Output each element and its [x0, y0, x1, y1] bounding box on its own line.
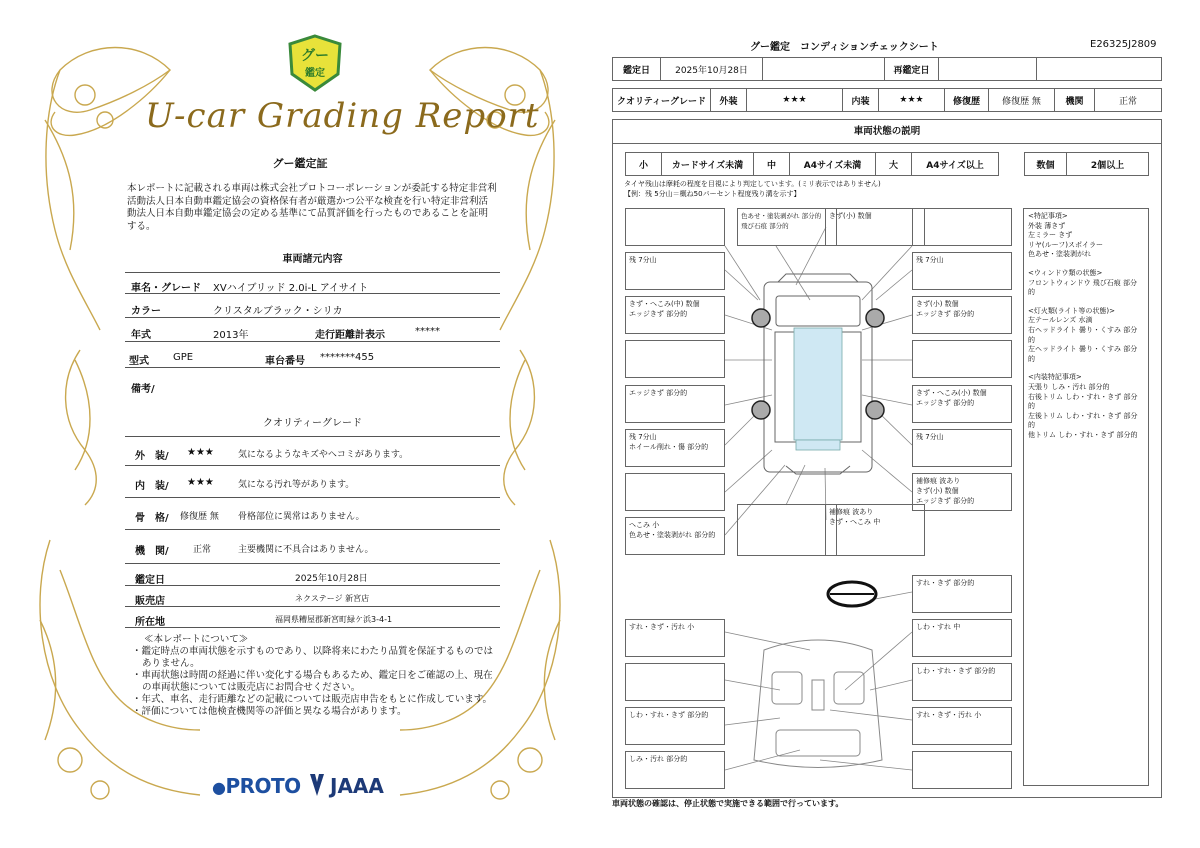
- spec-gap: [1028, 364, 1144, 373]
- engine-label: 機 関/: [135, 546, 169, 557]
- address-label: 所在地: [135, 617, 165, 628]
- damage-box: きず・へこみ(中) 数個 エッジきず 部分的: [625, 296, 725, 334]
- interior-box: すれ・きず・汚れ 小: [912, 707, 1012, 745]
- row-interior: [125, 466, 500, 498]
- interior-text: 気になる汚れ等があります。: [238, 480, 355, 490]
- model-label: 型式: [129, 356, 149, 367]
- engine-value: 正常: [193, 545, 212, 555]
- damage-box: [737, 504, 837, 556]
- exterior-text: 気になるようなキズやヘコミがあります。: [238, 450, 409, 460]
- spec-line: 左ミラー きず: [1028, 231, 1073, 240]
- report-notes: [130, 634, 500, 718]
- sheet-code: E26325J2809: [1090, 39, 1157, 50]
- row-year: [125, 320, 500, 342]
- quality-grade-title: クオリティーグレード: [263, 418, 362, 429]
- note-item: ・鑑定時点の車両状態を示すものであり、以降将来にわたり品質を保証するものではありません。: [132, 646, 494, 669]
- mileage-label: 走行距離計表示: [315, 330, 385, 341]
- tire-note-line: タイヤ残山は摩耗の程度を目視により判定しています。(ミリ表示ではありません): [624, 180, 881, 188]
- spec-line: <灯火類(ライト等の状態)>: [1028, 306, 1115, 315]
- damage-box: 補修痕 波あり きず・へこみ 中: [825, 504, 925, 556]
- damage-box: [912, 208, 1012, 246]
- sheet-title: グー鑑定 コンディションチェックシート: [750, 42, 939, 53]
- row-model: [125, 346, 500, 368]
- note-item: ・車両状態は時間の経過に伴い変化する場合もあるため、鑑定日をご確認の上、現在の車両状態については販売店にお問合せください。: [132, 670, 493, 693]
- interior-stars: ★★★: [187, 477, 214, 488]
- interior-box: しわ・すれ 中: [912, 619, 1012, 657]
- engine-text: 主要機関に不具合はありません。: [238, 545, 374, 555]
- interior-box: [625, 663, 725, 701]
- special-notes-panel: [1023, 208, 1149, 786]
- note-item: ・評価については他検査機関等の評価と異なる場合があります。: [132, 706, 407, 717]
- tire-box: 残 7分山 ホイール削れ・傷 部分的: [625, 429, 725, 467]
- size-mid-desc: A4サイズ未満: [790, 153, 876, 175]
- jaaa-emblem-icon: [308, 772, 326, 798]
- count-label: 数個: [1025, 153, 1067, 175]
- note-item: ・年式、車名、走行距離などの記載については販売店申告をもとに作成しています。: [132, 694, 493, 705]
- mileage-value: *****: [415, 326, 440, 337]
- damage-box: [625, 340, 725, 378]
- interior-stars: ★★★: [879, 89, 945, 111]
- name-value: XVハイブリッド 2.0i-L アイサイト: [213, 283, 369, 294]
- exterior-label: 外 装/: [135, 451, 169, 462]
- damage-box: 色あせ・塗装剥がれ 部分的 飛び石痕 部分的: [737, 208, 837, 246]
- count-desc: 2個以上: [1090, 160, 1125, 171]
- model-value: GPE: [173, 352, 194, 363]
- exterior-label: 外装: [711, 89, 747, 111]
- damage-box: [912, 340, 1012, 378]
- row-name-grade: [125, 272, 500, 294]
- svg-text:グー: グー: [301, 48, 329, 64]
- frame-value: 修復歴 無: [180, 512, 219, 522]
- sheet-footer: 車両状態の確認は、停止状態で実施できる範囲で行っています。: [612, 799, 844, 808]
- size-large-label: 大: [876, 153, 912, 175]
- appraisal-date-label: 鑑定日: [135, 575, 165, 586]
- interior-box: すれ・きず 部分的: [912, 575, 1012, 613]
- spec-line: <内装特記事項>: [1028, 373, 1082, 382]
- interior-box: すれ・きず・汚れ 小: [625, 619, 725, 657]
- interior-label: 内 装/: [135, 481, 169, 492]
- year-label: 年式: [131, 330, 151, 341]
- appraisal-date-value: 2025年10月28日: [295, 574, 368, 584]
- tire-box: 残 7分山: [912, 429, 1012, 467]
- spec-line: 色あせ・塗装剥がれ: [1028, 250, 1091, 259]
- damage-box: エッジきず 部分的: [625, 385, 725, 423]
- size-mid-label: 中: [754, 153, 790, 175]
- reappraisal-label: 再鑑定日: [885, 58, 939, 80]
- row-engine: [125, 530, 500, 564]
- repair-label: 修復歴: [945, 89, 989, 111]
- repair-value: 修復歴 無: [989, 89, 1055, 111]
- goo-appraisal-badge-icon: [286, 34, 344, 92]
- spec-line: フロントウィンドウ 飛び石痕 部分的: [1028, 278, 1138, 297]
- spec-line: 他トリム しわ・すれ・きず 部分的: [1028, 430, 1138, 439]
- svg-text:鑑定: 鑑定: [305, 68, 325, 79]
- spec-line: 左後トリム しわ・すれ・きず 部分的: [1028, 411, 1138, 430]
- frame-text: 骨格部位に異常はありません。: [238, 512, 365, 522]
- vehicle-spec-title: 車両諸元内容: [282, 254, 343, 265]
- damage-box: きず・へこみ(小) 数個 エッジきず 部分的: [912, 385, 1012, 423]
- engine-label: 機関: [1055, 89, 1095, 111]
- spec-line: 外装 薄きず: [1028, 221, 1066, 230]
- interior-box: しみ・汚れ 部分的: [625, 751, 725, 789]
- tire-box: 残 7分山: [625, 252, 725, 290]
- interior-box: しわ・すれ・きず 部分的: [625, 707, 725, 745]
- jaaa-logo: JAAA: [330, 774, 384, 798]
- damage-box: きず(小) 数個: [825, 208, 925, 246]
- spec-line: リヤ(ルーフ)スポイラー: [1028, 240, 1103, 249]
- size-small-desc: カードサイズ未満: [662, 153, 754, 175]
- notes-title: ≪本レポートについて≫: [144, 634, 249, 645]
- proto-logo: ●PROTO: [212, 774, 301, 798]
- address-value: 福岡県糟屋郡新宮町緑ケ浜3-4-1: [275, 615, 393, 624]
- year-value: 2013年: [213, 330, 249, 341]
- logo-bar: [212, 770, 412, 802]
- damage-box: [625, 208, 725, 246]
- row-address: [125, 608, 500, 628]
- tire-box: 残 7分山: [912, 252, 1012, 290]
- interior-box: しわ・すれ・きず 部分的: [912, 663, 1012, 701]
- frame-label: 骨 格/: [135, 513, 169, 524]
- spec-line: <ウィンドウ類の状態>: [1028, 268, 1103, 277]
- row-exterior: [125, 436, 500, 466]
- dealer-label: 販売店: [135, 596, 165, 607]
- remarks-label: 備考/: [131, 384, 155, 395]
- chassis-label: 車台番号: [265, 356, 305, 367]
- spec-line: 左テールレンズ 水滴: [1028, 316, 1093, 325]
- row-appraisal-date: [125, 566, 500, 586]
- color-label: カラー: [131, 306, 161, 317]
- row-remarks: [125, 374, 500, 396]
- chassis-value: *******455: [320, 352, 375, 363]
- damage-box: きず(小) 数個 エッジきず 部分的: [912, 296, 1012, 334]
- spec-line: 右後トリム しわ・すれ・きず 部分的: [1028, 392, 1138, 411]
- exterior-stars: ★★★: [747, 89, 843, 111]
- condition-title: 車両状態の説明: [612, 119, 1162, 143]
- report-script-title: U-car Grading Report: [145, 96, 540, 136]
- damage-box: へこみ 小 色あせ・塗装剥がれ 部分的: [625, 517, 725, 555]
- dealer-value: ネクステージ 新宮店: [295, 594, 370, 603]
- quality-label: クオリティーグレード: [613, 89, 711, 111]
- damage-box: 補修痕 波あり きず(小) 数個 エッジきず 部分的: [912, 473, 1012, 511]
- date-label: 鑑定日: [613, 58, 661, 80]
- row-dealer: [125, 587, 500, 607]
- size-small-label: 小: [626, 153, 662, 175]
- spec-line: 右ヘッドライト 曇り・くすみ 部分的: [1028, 325, 1138, 344]
- steering-wheel-icon: [828, 582, 876, 606]
- date-value: 2025年10月28日: [661, 58, 763, 80]
- certificate-title: グー鑑定証: [272, 157, 328, 170]
- tire-note-line: 【例：残 5分山＝概ね50パーセント程度残り溝を示す】: [624, 189, 801, 198]
- damage-box: [625, 473, 725, 511]
- engine-value: 正常: [1118, 96, 1137, 107]
- interior-box: [912, 751, 1012, 789]
- color-value: クリスタルブラック・シリカ: [213, 306, 343, 317]
- spec-gap: [1028, 260, 1144, 269]
- spec-line: <特記事項>: [1028, 212, 1068, 220]
- spec-line: 左ヘッドライト 曇り・くすみ 部分的: [1028, 345, 1138, 363]
- row-frame: [125, 498, 500, 530]
- certificate-statement: 本レポートに記載される車両は株式会社プロトコーポレーションが委託する特定非営利活動法人日本自動車鑑定協会の資格保有者が厳選かつ公平な検査を行い特定非営利活動法人日本自動車鑑定協会の定める基準にて品質評価を行ったものであることを証明する。: [127, 183, 497, 232]
- size-large-desc: A4サイズ以上: [926, 160, 984, 171]
- spec-gap: [1028, 298, 1144, 307]
- name-label: 車名・グレード: [131, 283, 201, 294]
- exterior-stars: ★★★: [187, 447, 214, 458]
- condition-check-sheet: [600, 0, 1200, 848]
- row-color: [125, 296, 500, 318]
- spec-line: 天張り しみ・汚れ 部分的: [1028, 382, 1110, 391]
- interior-label: 内装: [843, 89, 879, 111]
